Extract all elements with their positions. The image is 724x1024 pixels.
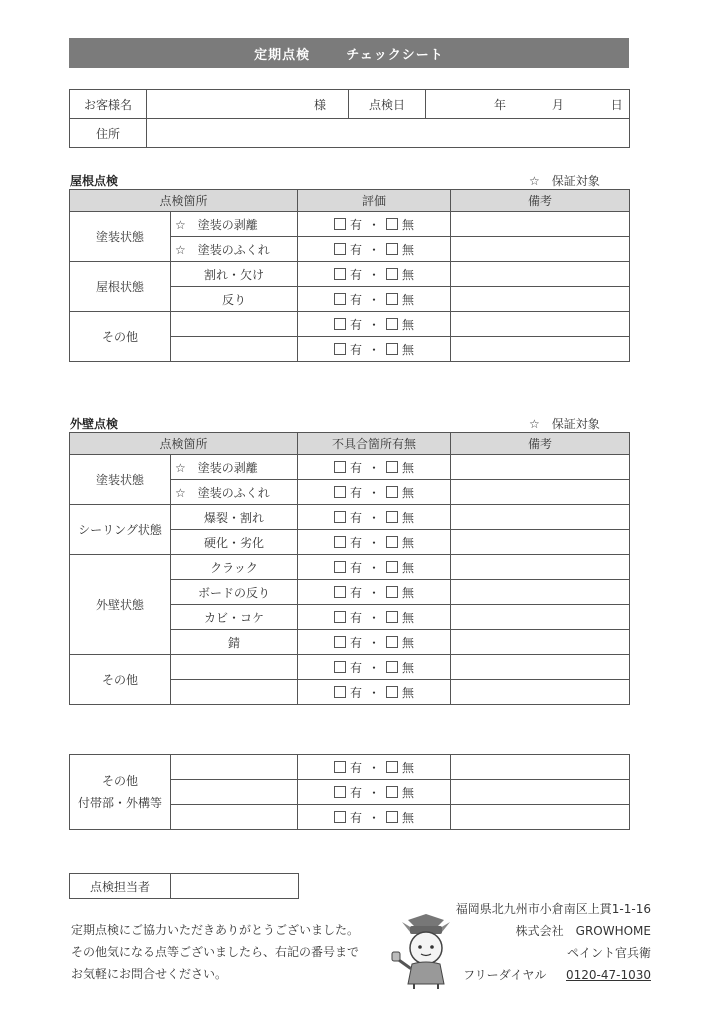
year-label: 年 xyxy=(494,97,507,112)
yes-checkbox[interactable] xyxy=(334,511,346,523)
no-checkbox[interactable] xyxy=(386,511,398,523)
wall-eval-cell xyxy=(298,480,451,505)
yes-checkbox[interactable] xyxy=(334,586,346,598)
yes-checkbox[interactable] xyxy=(334,686,346,698)
yes-checkbox[interactable] xyxy=(334,343,346,355)
no-label: 無 xyxy=(402,342,415,357)
no-label: 無 xyxy=(402,685,415,700)
separator: ・ xyxy=(368,342,381,357)
separator: ・ xyxy=(368,485,381,500)
wall-row xyxy=(70,505,630,530)
wall-item-label: ☆ 塗装の剥離 xyxy=(171,455,298,480)
wall-notes-field[interactable] xyxy=(451,555,630,580)
separator: ・ xyxy=(368,510,381,525)
no-label: 無 xyxy=(402,485,415,500)
other-eval-cell xyxy=(298,805,451,830)
yes-checkbox[interactable] xyxy=(334,636,346,648)
roof-group-label: その他 xyxy=(70,312,171,362)
other-item-field[interactable] xyxy=(171,755,298,780)
yes-label: 有 xyxy=(349,342,362,357)
no-checkbox[interactable] xyxy=(386,786,398,798)
yes-checkbox[interactable] xyxy=(334,243,346,255)
separator: ・ xyxy=(368,685,381,700)
no-label: 無 xyxy=(402,810,415,825)
separator: ・ xyxy=(368,610,381,625)
wall-section-title: 外壁点検 xyxy=(70,417,119,431)
wall-eval-cell xyxy=(298,605,451,630)
wall-eval-cell xyxy=(298,680,451,705)
no-checkbox[interactable] xyxy=(386,561,398,573)
no-checkbox[interactable] xyxy=(386,486,398,498)
yes-label: 有 xyxy=(349,535,362,550)
roof-row xyxy=(70,312,630,337)
wall-header-eval: 不具合箇所有無 xyxy=(298,433,451,455)
roof-eval-cell xyxy=(298,312,451,337)
yes-label: 有 xyxy=(349,635,362,650)
message-line-3: お気軽にお問合せください。 xyxy=(71,967,228,981)
no-label: 無 xyxy=(402,760,415,775)
yes-label: 有 xyxy=(349,760,362,775)
company-info xyxy=(456,898,651,986)
separator: ・ xyxy=(367,810,380,825)
other-notes-field[interactable] xyxy=(451,780,630,805)
wall-header-location: 点検箇所 xyxy=(70,433,298,455)
yes-checkbox[interactable] xyxy=(334,561,346,573)
yes-checkbox[interactable] xyxy=(334,218,346,230)
no-checkbox[interactable] xyxy=(386,611,398,623)
yes-checkbox[interactable] xyxy=(334,536,346,548)
yes-checkbox[interactable] xyxy=(334,661,346,673)
yes-checkbox[interactable] xyxy=(334,318,346,330)
inspector-field[interactable] xyxy=(171,874,299,899)
separator: ・ xyxy=(368,267,381,282)
wall-eval-cell xyxy=(298,455,451,480)
separator: ・ xyxy=(367,760,380,775)
wall-notes-field[interactable] xyxy=(451,455,630,480)
separator: ・ xyxy=(368,317,381,332)
yes-label: 有 xyxy=(349,267,362,282)
roof-group-label: 塗装状態 xyxy=(70,212,171,262)
customer-info-table xyxy=(69,89,630,148)
wall-notes-field[interactable] xyxy=(451,605,630,630)
no-checkbox[interactable] xyxy=(386,243,398,255)
roof-header-eval: 評価 xyxy=(298,190,451,212)
roof-item-label: ☆ 塗装の剥離 xyxy=(171,212,298,237)
address-label: 住所 xyxy=(70,119,147,148)
roof-notes-field[interactable] xyxy=(451,237,630,262)
wall-warranty-note: ☆ 保証対象 xyxy=(529,417,600,431)
roof-notes-field[interactable] xyxy=(451,212,630,237)
no-label: 無 xyxy=(402,560,415,575)
roof-notes-field[interactable] xyxy=(451,312,630,337)
wall-notes-field[interactable] xyxy=(451,580,630,605)
no-label: 無 xyxy=(402,460,415,475)
inspection-date-field[interactable] xyxy=(426,90,630,119)
no-checkbox[interactable] xyxy=(386,661,398,673)
yes-checkbox[interactable] xyxy=(334,811,346,823)
roof-eval-cell xyxy=(298,337,451,362)
freedial-label: フリーダイヤル xyxy=(463,968,547,982)
yes-label: 有 xyxy=(349,510,362,525)
address-field[interactable] xyxy=(147,119,630,148)
no-label: 無 xyxy=(402,660,415,675)
no-checkbox[interactable] xyxy=(386,686,398,698)
no-checkbox[interactable] xyxy=(386,461,398,473)
other-group-label xyxy=(70,755,171,830)
wall-group-label: 外壁状態 xyxy=(70,555,171,655)
freedial-line xyxy=(456,964,651,986)
wall-notes-field[interactable] xyxy=(451,505,630,530)
no-label: 無 xyxy=(402,585,415,600)
wall-item-label: ☆ 塗装のふくれ xyxy=(171,480,298,505)
yes-checkbox[interactable] xyxy=(334,611,346,623)
inspector-label: 点検担当者 xyxy=(70,874,171,899)
customer-name-field[interactable] xyxy=(147,90,349,119)
company-address: 福岡県北九州市小倉南区上貫1-1-16 xyxy=(455,902,651,916)
yes-label: 有 xyxy=(349,217,362,232)
no-checkbox[interactable] xyxy=(386,811,398,823)
no-label: 無 xyxy=(402,785,415,800)
yes-label: 有 xyxy=(349,685,362,700)
samurai-mascot-illustration xyxy=(388,912,464,990)
yes-label: 有 xyxy=(349,585,362,600)
inspection-date-label: 点検日 xyxy=(349,90,426,119)
wall-row xyxy=(70,655,630,680)
roof-eval-cell xyxy=(298,212,451,237)
yes-label: 有 xyxy=(349,785,362,800)
wall-eval-cell xyxy=(298,630,451,655)
other-item-field[interactable] xyxy=(171,780,298,805)
wall-notes-field[interactable] xyxy=(451,680,630,705)
roof-eval-cell xyxy=(298,287,451,312)
wall-eval-cell xyxy=(298,555,451,580)
customer-name-label: お客様名 xyxy=(70,90,147,119)
wall-eval-cell xyxy=(298,530,451,555)
separator: ・ xyxy=(368,292,381,307)
company-brand: ペイント官兵衛 xyxy=(566,946,651,960)
no-label: 無 xyxy=(402,317,415,332)
roof-item-label: 割れ・欠け xyxy=(171,262,298,287)
title-left: 定期点検 xyxy=(254,47,311,63)
roof-item-label xyxy=(171,337,298,362)
other-inspection-table xyxy=(69,754,630,830)
wall-item-label: 錆 xyxy=(171,630,298,655)
roof-notes-field[interactable] xyxy=(451,337,630,362)
separator: ・ xyxy=(368,535,381,550)
roof-header-location: 点検箇所 xyxy=(70,190,298,212)
no-checkbox[interactable] xyxy=(386,761,398,773)
wall-eval-cell xyxy=(298,505,451,530)
separator: ・ xyxy=(368,460,381,475)
yes-label: 有 xyxy=(349,292,362,307)
yes-checkbox[interactable] xyxy=(334,761,346,773)
other-eval-cell xyxy=(298,780,451,805)
roof-notes-field[interactable] xyxy=(451,287,630,312)
other-notes-field[interactable] xyxy=(451,805,630,830)
phone-number[interactable]: 0120-47-1030 xyxy=(565,968,651,982)
roof-header-notes: 備考 xyxy=(451,190,630,212)
wall-inspection-table xyxy=(69,432,630,705)
no-label: 無 xyxy=(402,242,415,257)
roof-item-label xyxy=(171,312,298,337)
yes-checkbox[interactable] xyxy=(334,786,346,798)
separator: ・ xyxy=(367,785,380,800)
roof-item-label: 反り xyxy=(171,287,298,312)
wall-eval-cell xyxy=(298,580,451,605)
yes-label: 有 xyxy=(349,810,362,825)
no-label: 無 xyxy=(402,610,415,625)
message-line-1: 定期点検にご協力いただきありがとうございました。 xyxy=(71,923,360,937)
yes-label: 有 xyxy=(349,485,362,500)
separator: ・ xyxy=(368,660,381,675)
day-label: 日 xyxy=(610,97,623,112)
yes-label: 有 xyxy=(349,242,362,257)
other-row xyxy=(70,755,630,780)
roof-row xyxy=(70,262,630,287)
yes-label: 有 xyxy=(349,610,362,625)
other-group-line-1: その他 xyxy=(101,774,138,788)
other-eval-cell xyxy=(298,755,451,780)
wall-item-label: クラック xyxy=(171,555,298,580)
wall-group-label: その他 xyxy=(70,655,171,705)
sama-suffix: 様 xyxy=(313,97,326,112)
wall-notes-field[interactable] xyxy=(451,480,630,505)
wall-item-label: ボードの反り xyxy=(171,580,298,605)
other-item-field[interactable] xyxy=(171,805,298,830)
yes-checkbox[interactable] xyxy=(334,486,346,498)
yes-label: 有 xyxy=(349,560,362,575)
inspector-table xyxy=(69,873,299,899)
no-checkbox[interactable] xyxy=(386,636,398,648)
company-name: 株式会社 GROWHOME xyxy=(515,924,651,938)
wall-header-notes: 備考 xyxy=(451,433,630,455)
wall-item-label xyxy=(171,655,298,680)
wall-row xyxy=(70,455,630,480)
roof-notes-field[interactable] xyxy=(451,262,630,287)
separator: ・ xyxy=(368,635,381,650)
no-checkbox[interactable] xyxy=(386,268,398,280)
no-label: 無 xyxy=(402,635,415,650)
roof-row xyxy=(70,212,630,237)
no-checkbox[interactable] xyxy=(386,293,398,305)
roof-warranty-note: ☆ 保証対象 xyxy=(529,174,600,188)
wall-eval-cell xyxy=(298,655,451,680)
no-checkbox[interactable] xyxy=(386,318,398,330)
roof-section-title: 屋根点検 xyxy=(70,174,119,188)
thank-you-message xyxy=(71,919,359,985)
yes-checkbox[interactable] xyxy=(334,293,346,305)
no-label: 無 xyxy=(402,267,415,282)
wall-row xyxy=(70,555,630,580)
separator: ・ xyxy=(368,560,381,575)
no-checkbox[interactable] xyxy=(386,343,398,355)
roof-group-label: 屋根状態 xyxy=(70,262,171,312)
no-checkbox[interactable] xyxy=(386,218,398,230)
other-notes-field[interactable] xyxy=(451,755,630,780)
separator: ・ xyxy=(368,217,381,232)
separator: ・ xyxy=(368,242,381,257)
sheet-title xyxy=(69,38,629,68)
roof-eval-cell xyxy=(298,262,451,287)
yes-label: 有 xyxy=(349,317,362,332)
separator: ・ xyxy=(368,585,381,600)
wall-item-label: 爆裂・割れ xyxy=(171,505,298,530)
no-checkbox[interactable] xyxy=(386,536,398,548)
wall-notes-field[interactable] xyxy=(451,630,630,655)
no-label: 無 xyxy=(402,292,415,307)
other-group-line-2: 付帯部・外構等 xyxy=(77,796,162,810)
roof-inspection-table xyxy=(69,189,630,362)
wall-notes-field[interactable] xyxy=(451,530,630,555)
wall-group-label: 塗装状態 xyxy=(70,455,171,505)
yes-label: 有 xyxy=(349,660,362,675)
yes-label: 有 xyxy=(349,460,362,475)
title-right: チェックシート xyxy=(346,47,444,63)
no-label: 無 xyxy=(402,535,415,550)
month-label: 月 xyxy=(551,97,564,112)
roof-item-label: ☆ 塗装のふくれ xyxy=(171,237,298,262)
wall-group-label: シーリング状態 xyxy=(70,505,171,555)
yes-checkbox[interactable] xyxy=(334,461,346,473)
no-label: 無 xyxy=(402,217,415,232)
wall-item-label: カビ・コケ xyxy=(171,605,298,630)
roof-eval-cell xyxy=(298,237,451,262)
no-checkbox[interactable] xyxy=(386,586,398,598)
wall-notes-field[interactable] xyxy=(451,655,630,680)
yes-checkbox[interactable] xyxy=(334,268,346,280)
wall-item-label xyxy=(171,680,298,705)
no-label: 無 xyxy=(402,510,415,525)
message-line-2: その他気になる点等ございましたら、右記の番号まで xyxy=(71,945,360,959)
wall-item-label: 硬化・劣化 xyxy=(171,530,298,555)
